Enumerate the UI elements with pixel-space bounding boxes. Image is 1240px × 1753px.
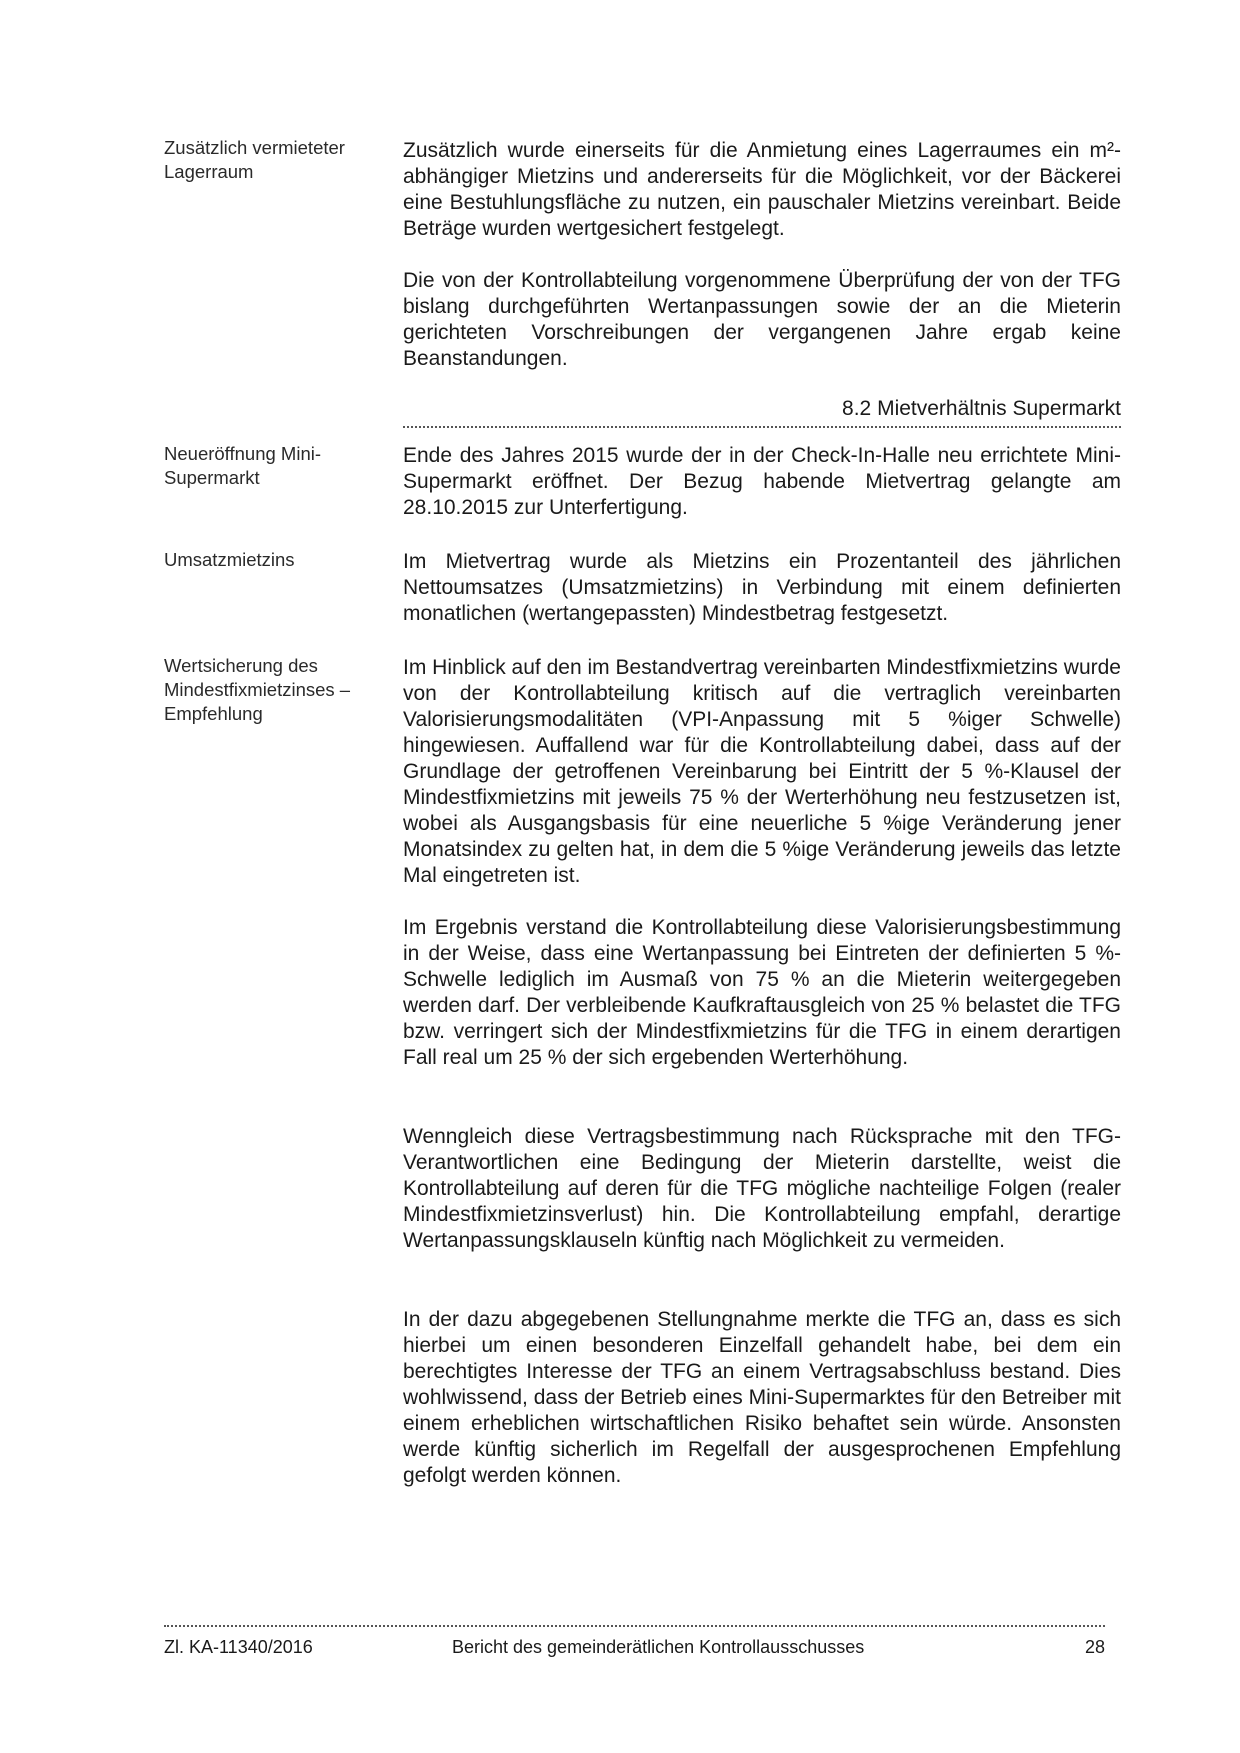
footer-rule — [164, 1625, 1105, 1627]
paragraph-wertsicherung: Im Hinblick auf den im Bestandvertrag vereinbarten Mindestfixmietzins wurde von der Kontrollabteilung kritisch auf die vertraglich vereinbarten Valorisierungsmodalitäten (VPI-Anpassung mit 5 %iger Schwelle) hingewiesen. Auffallend war für die Kontrollabteilung dabei, dass auf der Grundlage der getroffenen Vereinbarung bei Eintritt der 5 %-Klausel der Mindestfixmietzins mit jeweils 75 % der Werterhöhung neu festzusetzen ist, wobei als Ausgangsbasis für eine neuerliche 5 %ige Veränderung jener Monatsindex zu gelten hat, in dem die 5 %ige Veränderung jeweils das letzte Mal eingetreten ist. — [403, 656, 1121, 887]
margin-note-lagerraum: Zusätzlich vermieteter Lagerraum — [164, 137, 345, 182]
paragraph-ergebnis: Im Ergebnis verstand die Kontrollabteilung diese Valorisierungsbestimmung in der Weise, dass eine Wertanpassung bei Eintreten der definierten 5 %-Schwelle lediglich im Ausmaß von 75 % an die Mieterin weitergegeben werden darf. Der verbleibende Kaufkraftausgleich von 25 % belastet die TFG bzw. verringert sich der Mindestfixmietzins für die TFG in einem derartigen Fall real um 25 % der sich ergebenden Werterhöhung. — [403, 916, 1121, 1069]
paragraph-umsatzmietzins: Im Mietvertrag wurde als Mietzins ein Prozentanteil des jährlichen Nettoumsatzes (Umsatzmietzins) in Verbindung mit einem definierten monatlichen (wertangepassten) Mindestbetrag festgesetzt. — [403, 550, 1121, 625]
margin-note-wertsicherung: Wertsicherung des Mindestfixmietzinses – Empfehlung — [164, 655, 351, 724]
section-heading: 8.2 Mietverhältnis Supermarkt — [842, 397, 1121, 420]
margin-note-umsatzmietzins: Umsatzmietzins — [164, 549, 295, 570]
paragraph-empfehlung: Wenngleich diese Vertragsbestimmung nach Rücksprache mit den TFG-Verantwortlichen eine Bedingung der Mieterin darstellte, weist die Kontrollabteilung auf deren für die TFG mögliche nachteilige Folgen (realer Mindestfixmietzinsverlust) hin. Die Kontrollabteilung empfahl, derartige Wertanpassungsklauseln künftig nach Möglichkeit zu vermeiden. — [403, 1125, 1121, 1252]
paragraph-lagerraum: Zusätzlich wurde einerseits für die Anmietung eines Lagerraumes ein m²-abhängiger Mietzins und andererseits für die Möglichkeit, vor der Bäckerei eine Bestuhlungsfläche zu nutzen, ein pauschaler Mietzins vereinbart. Beide Beträge wurden wertgesichert festgelegt. — [403, 139, 1121, 240]
footer-page-number: 28 — [1084, 1637, 1105, 1657]
footer-reference: Zl. KA-11340/2016 — [164, 1637, 313, 1657]
margin-note-neueroeffnung: Neueröffnung Mini-Supermarkt — [164, 443, 321, 488]
section-heading-rule — [403, 426, 1121, 428]
paragraph-neueroeffnung: Ende des Jahres 2015 wurde der in der Check-In-Halle neu errichtete Mini-Supermarkt eröffnet. Der Bezug habende Mietvertrag gelangte am 28.10.2015 zur Unterfertigung. — [403, 444, 1121, 519]
paragraph-ueberpruefung: Die von der Kontrollabteilung vorgenommene Überprüfung der von der TFG bislang durchgeführten Wertanpassungen sowie der an die Mieterin gerichteten Vorschreibungen der vergangenen Jahre ergab keine Beanstandungen. — [403, 269, 1121, 370]
paragraph-stellungnahme: In der dazu abgegebenen Stellungnahme merkte die TFG an, dass es sich hierbei um einen besonderen Einzelfall gehandelt habe, bei dem ein berechtigtes Interesse der TFG an einem Vertragsabschluss bestand. Dies wohlwissend, dass der Betrieb eines Mini-Supermarktes für den Betreiber mit einem erheblichen wirtschaftlichen Risiko behaftet sein würde. Ansonsten werde künftig sicherlich im Regelfall der ausgesprochenen Empfehlung gefolgt werden können. — [403, 1308, 1121, 1487]
footer-title: Bericht des gemeinderätlichen Kontrollausschusses — [452, 1637, 865, 1657]
